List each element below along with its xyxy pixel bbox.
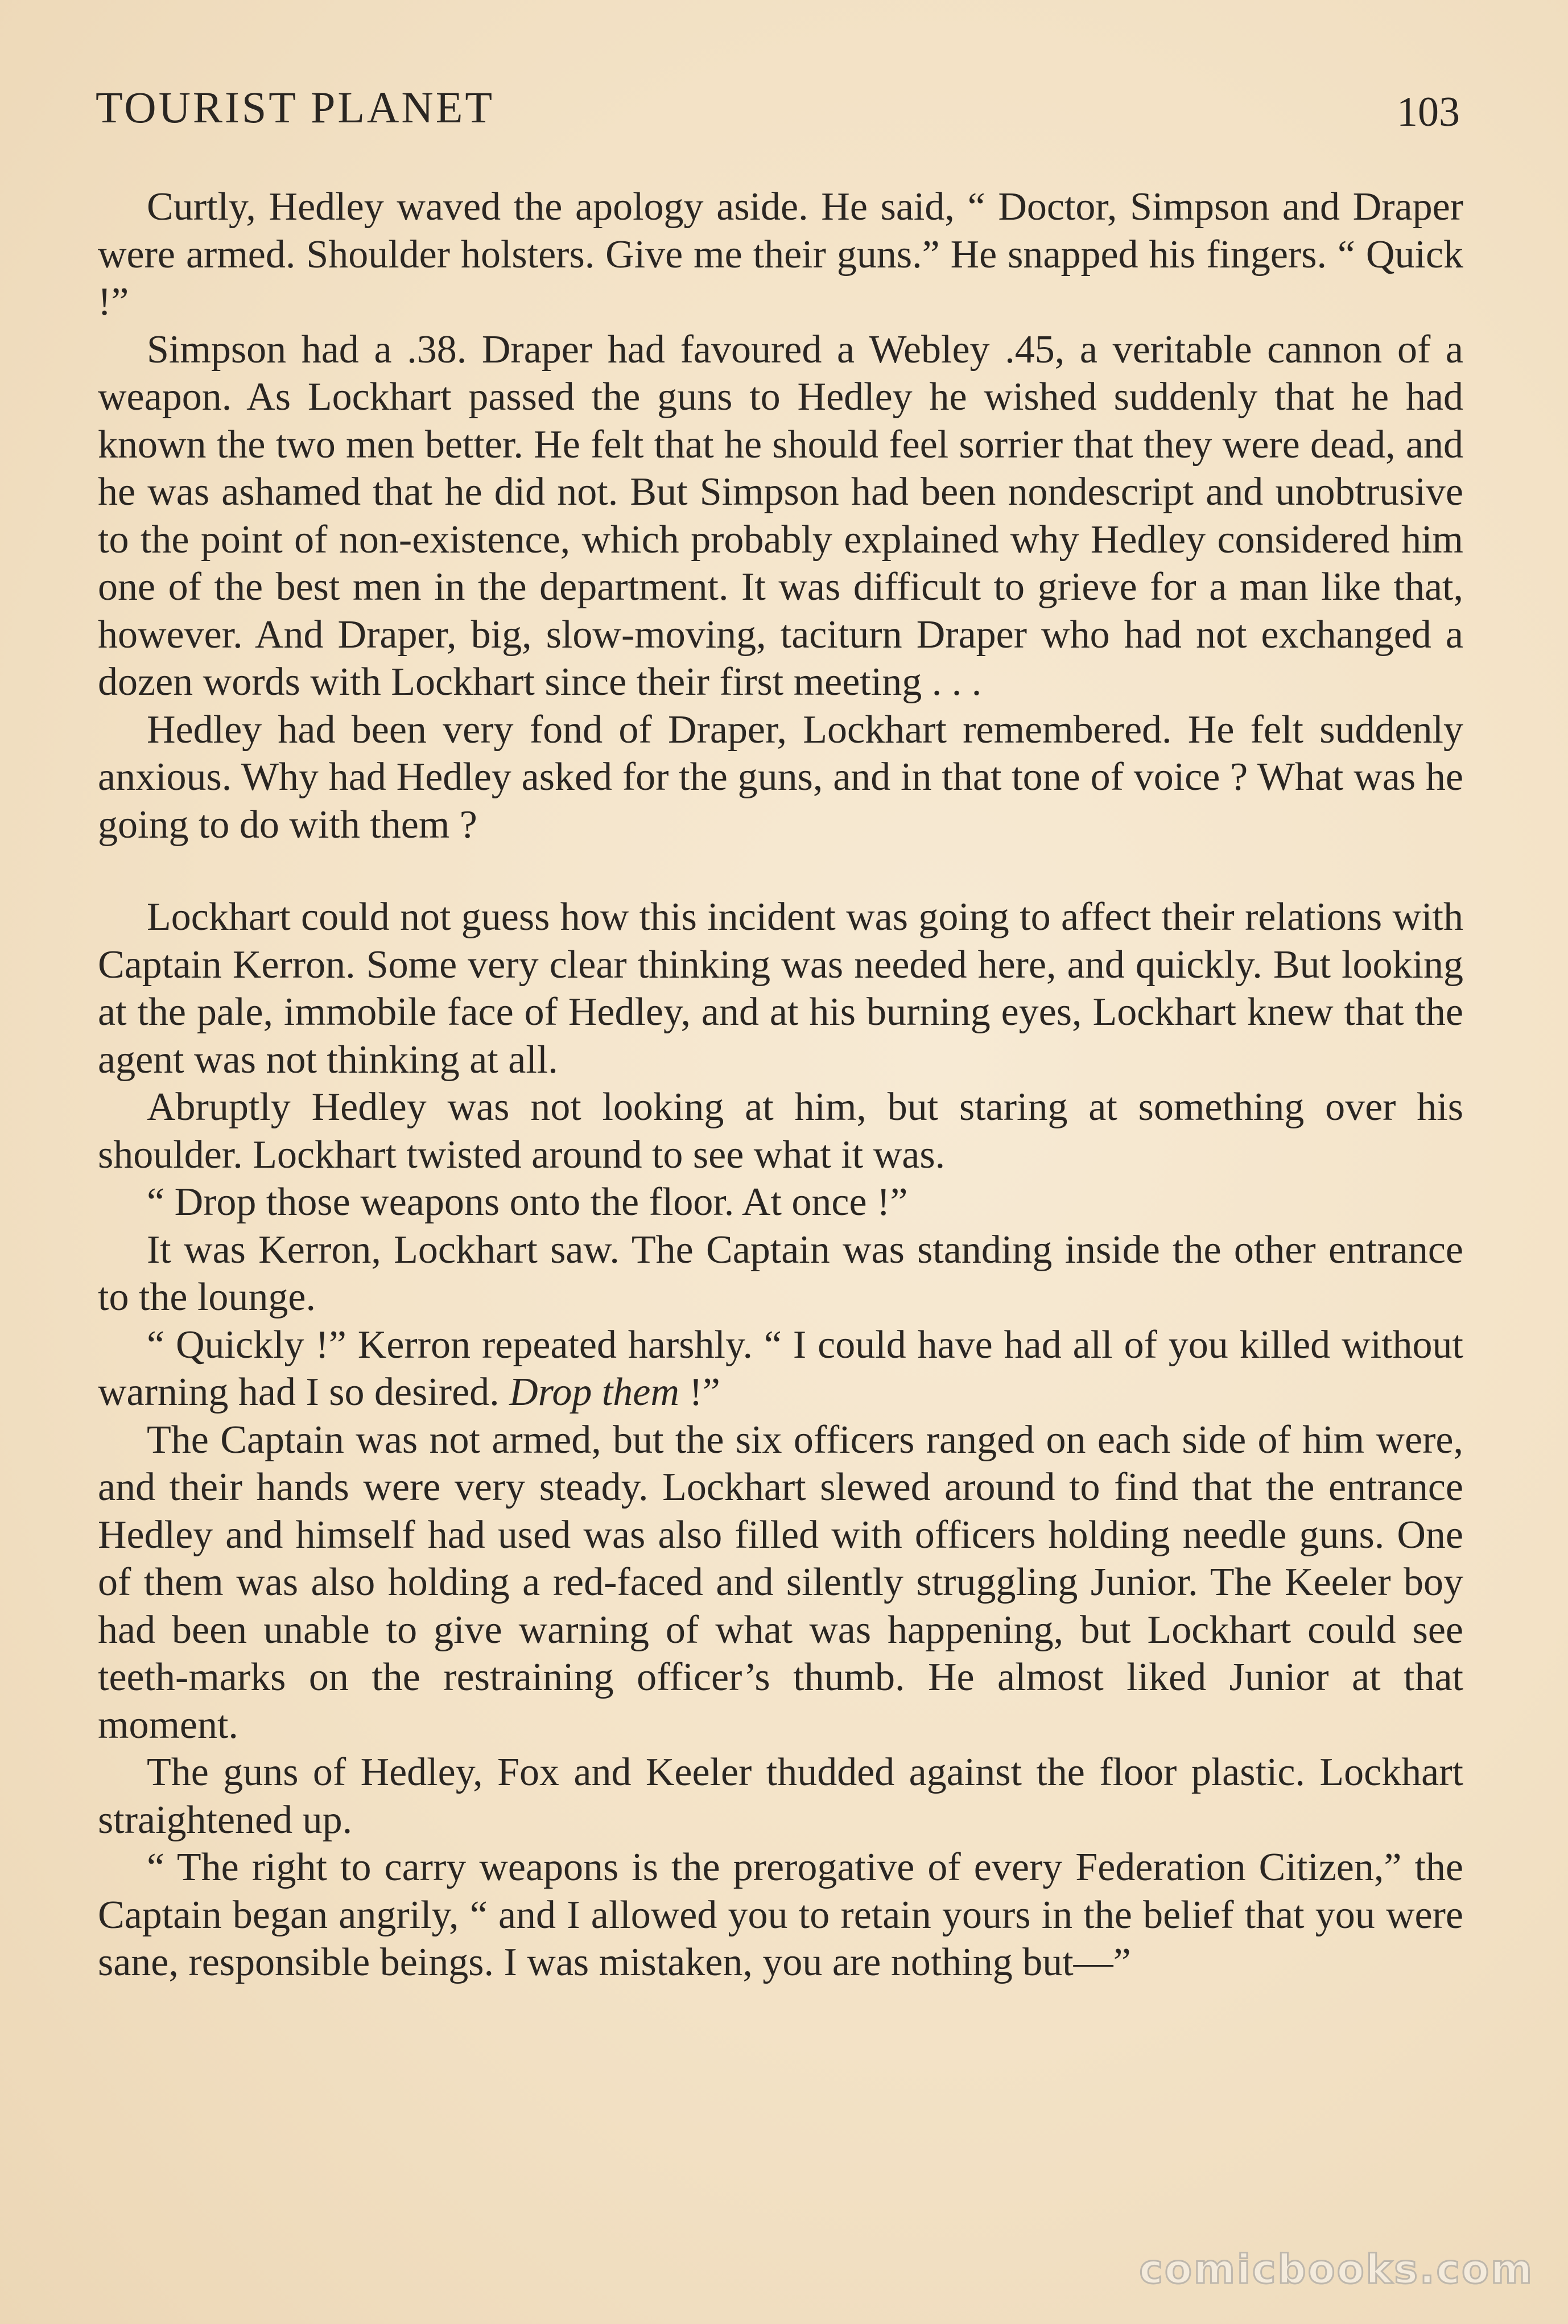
paragraph: It was Kerron, Lockhart saw. The Captain was standing inside the other entrance to the lounge. — [98, 1227, 1463, 1319]
paragraph: Simpson had a .38. Draper had favoured a Webley .45, a veritable cannon of a weapon. As Lockhart passed the guns to Hedley he wished suddenly that he had known the two men better. He felt that he should feel sorrier that they were dead, and he was ashamed that he did not. But Simpson had been nondescript and unobtrusive to the point of non-existence, which probably explained why Hedley considered him one of the best men in the department. It was difficult to grieve for a man like that, however. And Draper, big, slow-moving, taciturn Draper who had not exchanged a dozen words with Lockhart since their first meeting . . . — [98, 327, 1463, 704]
paragraph: Curtly, Hedley waved the apology aside. He said, “ Doctor, Simpson and Draper were armed. Shoulder holsters. Give me their guns.” He snapped his fingers. “ Quick !” — [98, 185, 1463, 324]
emphasized-text: Drop them — [509, 1370, 679, 1414]
paragraph: Abruptly Hedley was not looking at him, but staring at something over his shoulder. Lockhart twisted around to see what it was. — [98, 1085, 1463, 1177]
paragraph: Lockhart could not guess how this incident was going to affect their relations with Captain Kerron. Some very clear thinking was needed here, and quickly. But looking at the pale, immobile face of Hedley, and at his burning eyes, Lockhart knew that the agent was not thinking at all. — [98, 895, 1463, 1082]
paragraph-with-emphasis — [98, 1321, 1463, 1416]
running-title: TOURIST PLANET — [96, 83, 494, 132]
paragraph-text-before: “ Quickly !” Kerron repeated harshly. “ I could have had all of you killed without warning had I so desired. — [98, 1322, 1463, 1414]
section-break — [98, 848, 1463, 893]
paragraph: The Captain was not armed, but the six officers ranged on each side of him were, and their hands were very steady. Lockhart slewed around to find that the entrance Hedley and himself had used was also filled with officers holding needle guns. One of them was also holding a red-faced and silently struggling Junior. The Keeler boy had been unable to give warning of what was happening, but Lockhart could see teeth-marks on the restraining officer’s thumb. He almost liked Junior at that moment. — [98, 1418, 1463, 1747]
paragraph: The guns of Hedley, Fox and Keeler thudded against the floor plastic. Lockhart straightened up. — [98, 1750, 1463, 1842]
paragraph-text-after: !” — [679, 1370, 720, 1414]
body-text — [98, 183, 1463, 1987]
paragraph: “ Drop those weapons onto the floor. At once !” — [147, 1180, 908, 1224]
paragraph: Hedley had been very fond of Draper, Lockhart remembered. He felt suddenly anxious. Why had Hedley asked for the guns, and in that tone of voice ? What was he going to do with them ? — [98, 707, 1463, 847]
page-number: 103 — [1397, 89, 1460, 135]
paragraph: “ The right to carry weapons is the prerogative of every Federation Citizen,” the Captain began angrily, “ and I allowed you to retain yours in the belief that you were sane, responsible beings. I was mistaken, you are nothing but—” — [98, 1845, 1463, 1984]
watermark-logo: comicbooks.com — [1139, 2246, 1534, 2293]
